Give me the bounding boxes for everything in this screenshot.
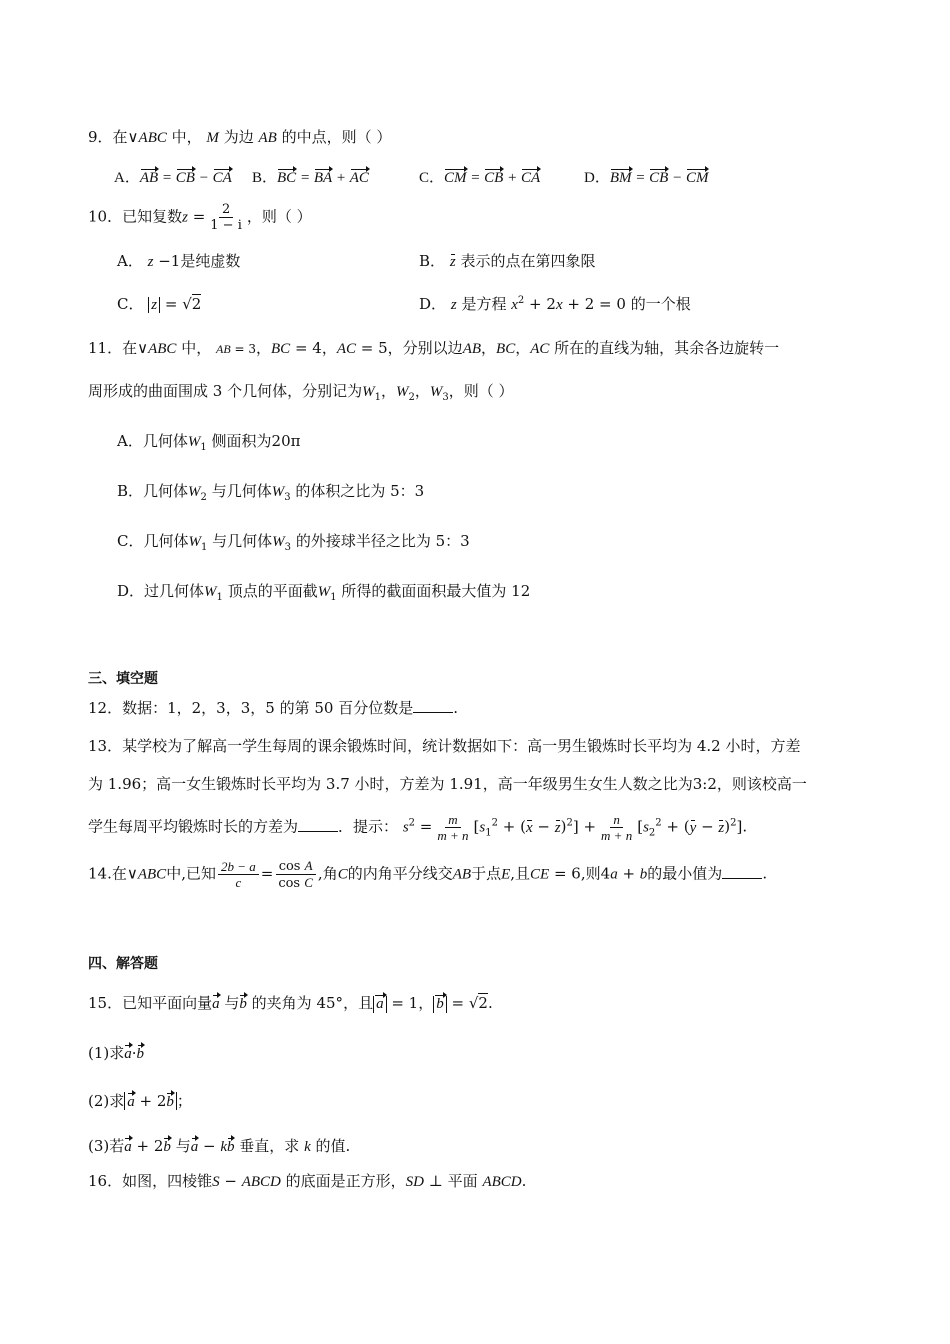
q10-option-b: B． z 表示的点在第四象限 bbox=[419, 252, 596, 270]
q13-line3: 学生每周平均锻炼时长的方差为 ．提示： $s^2$ = $\frac{m}{m + n}$ $[s_1^2 + (x - z)^2]$ + $\frac{n}{m + n}$ $[s_2^2 + (y - z)^2]$. bbox=[88, 812, 748, 843]
q11-line2: 周形成的曲面围成 3 个几何体，分别记为$W_1$，$W_2$，$W_3$，则（ ） bbox=[88, 382, 514, 403]
answer-blank[interactable] bbox=[722, 864, 762, 879]
q15-part2: (2)求 a + 2b ； bbox=[88, 1092, 192, 1110]
section-title-solutions: 四、解答题 bbox=[88, 956, 158, 972]
q10-option-a: A． z −1是纯虚数 bbox=[117, 252, 241, 270]
q9-option-d: D．BM = CB − CM bbox=[584, 170, 709, 186]
q15-part3: (3)若a + 2b 与a − kb 垂直，求 k 的值. bbox=[88, 1137, 351, 1155]
answer-blank[interactable] bbox=[413, 698, 453, 713]
q9-stem: 9．在∨ABC 中， M 为边 AB 的中点，则（ ） bbox=[88, 128, 392, 146]
q11-option-c: C．几何体$W_1$ 与几何体$W_3$ 的外接球半径之比为 5：3 bbox=[117, 532, 470, 553]
q11-option-d: D．过几何体$W_1$ 顶点的平面截$W_1$ 所得的截面面积最大值为 12 bbox=[117, 582, 531, 603]
q13-line2: 为 1.96；高一女生锻炼时长平均为 3.7 小时，方差为 1.91，高一年级男生女生人数之比为3:2，则该校高一 bbox=[88, 775, 807, 793]
q10-stem: 10．已知复数z = $\frac{2}{1 - i}$ ，则（ ） bbox=[88, 202, 312, 233]
q9-option-b: B．BC = BA + AC bbox=[252, 170, 369, 186]
q12: 12．数据：1，2，3，3，5 的第 50 百分位数是 . bbox=[88, 699, 458, 717]
q10-option-d: D． z 是方程 $x^2 + 2x + 2 = 0$ 的一个根 bbox=[419, 295, 691, 313]
q13-line1: 13．某学校为了解高一学生每周的课余锻炼时间，统计数据如下：高一男生锻炼时长平均为 4.2 小时，方差 bbox=[88, 737, 801, 755]
q16: 16．如图，四棱锥S − ABCD 的底面是正方形，SD ⊥ 平面 ABCD. bbox=[88, 1172, 527, 1190]
section-title-fill-in: 三、填空题 bbox=[88, 671, 158, 687]
q9-option-a: A．AB = CB − CA bbox=[114, 170, 232, 186]
answer-blank[interactable] bbox=[298, 817, 338, 832]
q14: 14.在∨ABC中,已知 $\frac{2b - a}{c}$ = $\frac{\text{cos A}}{\text{cos C}}$ ,角C的内角平分线交AB于点E,且CE = 6,则4a + b的最小值为 . bbox=[88, 858, 768, 891]
q11-option-b: B．几何体$W_2$ 与几何体$W_3$ 的体积之比为 5：3 bbox=[117, 482, 425, 503]
q11-line1: 11．在∨ABC 中， AB = 3，BC = 4，AC = 5，分别以边AB，BC，AC 所在的直线为轴，其余各边旋转一 bbox=[88, 339, 780, 357]
q11-option-a: A．几何体$W_1$ 侧面积为20π bbox=[117, 432, 301, 453]
q15-part1: (1)求a·b bbox=[88, 1044, 145, 1062]
q15-stem: 15．已知平面向量a 与b 的夹角为 45°，且 a = 1， b = √2. bbox=[88, 994, 493, 1012]
q9-option-c: C．CM = CB + CA bbox=[419, 170, 541, 186]
q10-option-c: C． z = √2 bbox=[117, 295, 202, 313]
